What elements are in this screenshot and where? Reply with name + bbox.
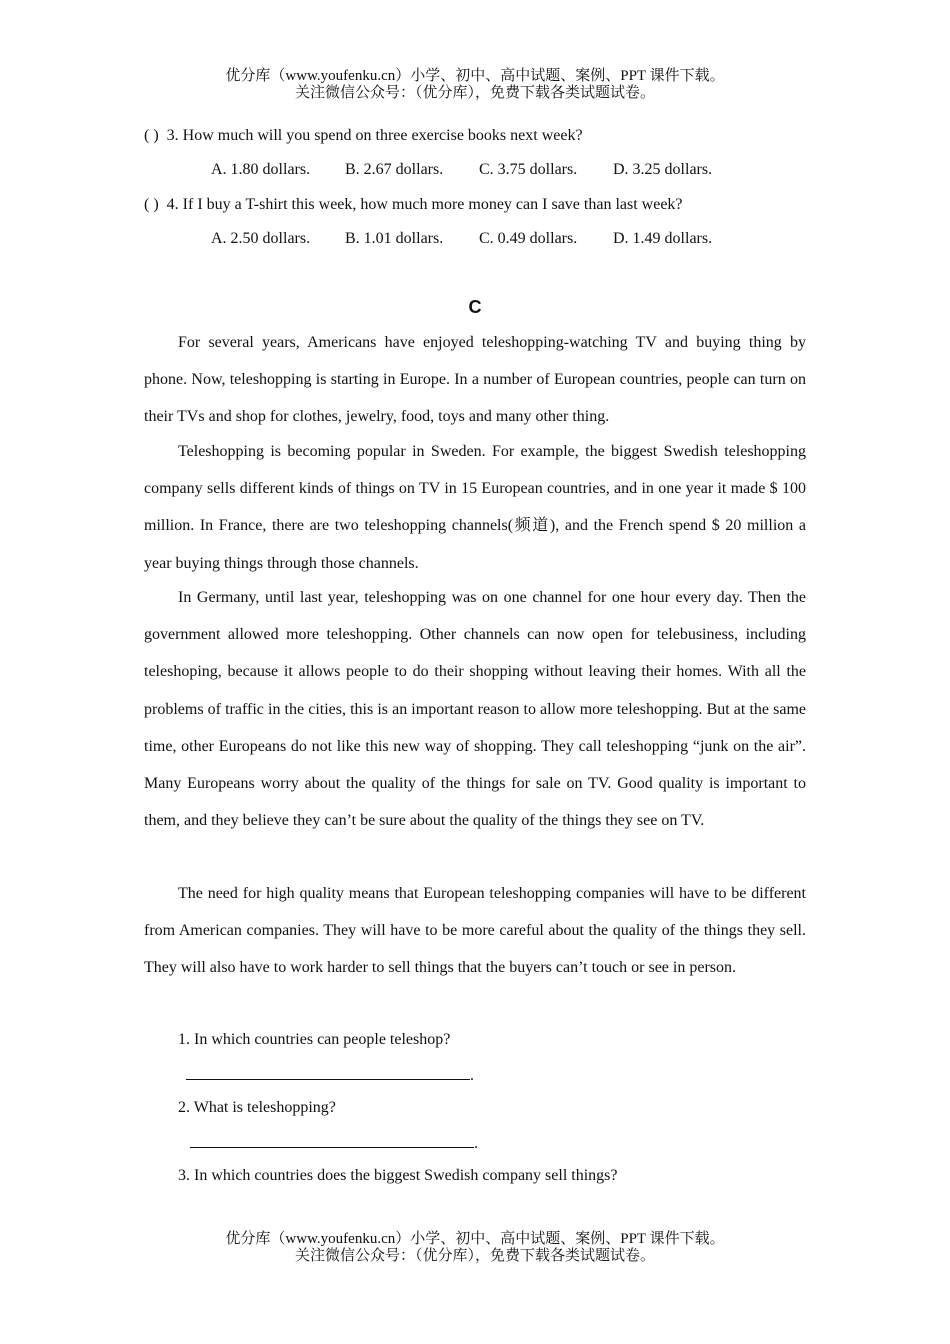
comprehension-question-2: 2. What is teleshopping? bbox=[178, 1099, 336, 1116]
answer-line bbox=[186, 1065, 470, 1080]
passage-paragraph-3: In Germany, until last year, teleshopping was on one channel for one hour every day. Then the government allowed more teleshopping. Other channels can now open for telebusiness, including teleshoping, because it allows people to do their shopping without leaving their homes. With all the problems of traffic in the cities, this is an important reason to allow more teleshopping. But at the same time, other Europeans do not like this new way of shopping. They call teleshopping “junk on the air”. Many Europeans worry about the quality of the things for sale on TV. Good quality is important to them, and they believe they can’t be sure about the quality of the things they see on TV. bbox=[144, 589, 806, 830]
question-4-options bbox=[211, 230, 712, 248]
footer-line-2: 关注微信公众号：（优分库），免费下载各类试题试卷。 bbox=[294, 1248, 655, 1264]
passage-paragraph-4: The need for high quality means that European teleshopping companies will have to be different from American companies. They will have to be more careful about the quality of the things they sell. They will also have to work harder to sell things that the buyers can’t touch or see in person. bbox=[144, 885, 806, 977]
option-a: A. 2.50 dollars. bbox=[211, 230, 311, 247]
question-text: 3. How much will you spend on three exercise books next week? bbox=[166, 127, 583, 144]
answer-blank-1[interactable] bbox=[186, 1065, 474, 1085]
page-footer bbox=[0, 1231, 950, 1265]
option-b: B. 2.67 dollars. bbox=[345, 161, 444, 178]
page-header bbox=[0, 68, 950, 102]
answer-blank-2[interactable] bbox=[190, 1133, 478, 1153]
comprehension-question-3: 3. In which countries does the biggest Swedish company sell things? bbox=[178, 1167, 618, 1184]
footer-line-1: 优分库（www.youfenku.cn）小学、初中、高中试题、案例、PPT 课件下载。 bbox=[225, 1231, 725, 1247]
answer-bracket: ( ) bbox=[144, 196, 159, 213]
passage-paragraph-2: Teleshopping is becoming popular in Sweden. For example, the biggest Swedish teleshopping company sells different kinds of things on TV in 15 European countries, and in one year it made $ 100 million. In France, there are two teleshopping channels(频道), and the French spend $ 20 million a year buying things through those channels. bbox=[144, 443, 806, 572]
header-line-2: 关注微信公众号：（优分库），免费下载各类试题试卷。 bbox=[294, 85, 655, 101]
answer-bracket: ( ) bbox=[144, 127, 159, 144]
header-line-1: 优分库（www.youfenku.cn）小学、初中、高中试题、案例、PPT 课件下载。 bbox=[225, 68, 725, 84]
option-c: C. 3.75 dollars. bbox=[479, 161, 578, 178]
option-c: C. 0.49 dollars. bbox=[479, 230, 578, 247]
question-4 bbox=[144, 196, 683, 214]
answer-period: . bbox=[470, 1067, 474, 1084]
option-d: D. 3.25 dollars. bbox=[613, 161, 713, 178]
question-3 bbox=[144, 127, 583, 145]
question-text: 4. If I buy a T-shirt this week, how much more money can I save than last week? bbox=[166, 196, 683, 213]
answer-period: . bbox=[474, 1135, 478, 1152]
option-a: A. 1.80 dollars. bbox=[211, 161, 311, 178]
option-d: D. 1.49 dollars. bbox=[613, 230, 713, 247]
passage-paragraph-1: For several years, Americans have enjoyed teleshopping-watching TV and buying thing by phone. Now, teleshopping is starting in Europe. In a number of European countries, people can turn on their TVs and shop for clothes, jewelry, food, toys and many other thing. bbox=[144, 334, 806, 426]
option-b: B. 1.01 dollars. bbox=[345, 230, 444, 247]
comprehension-question-1: 1. In which countries can people teleshop? bbox=[178, 1031, 451, 1048]
question-3-options bbox=[211, 161, 712, 179]
answer-line bbox=[190, 1133, 474, 1148]
section-title: C bbox=[468, 297, 482, 317]
